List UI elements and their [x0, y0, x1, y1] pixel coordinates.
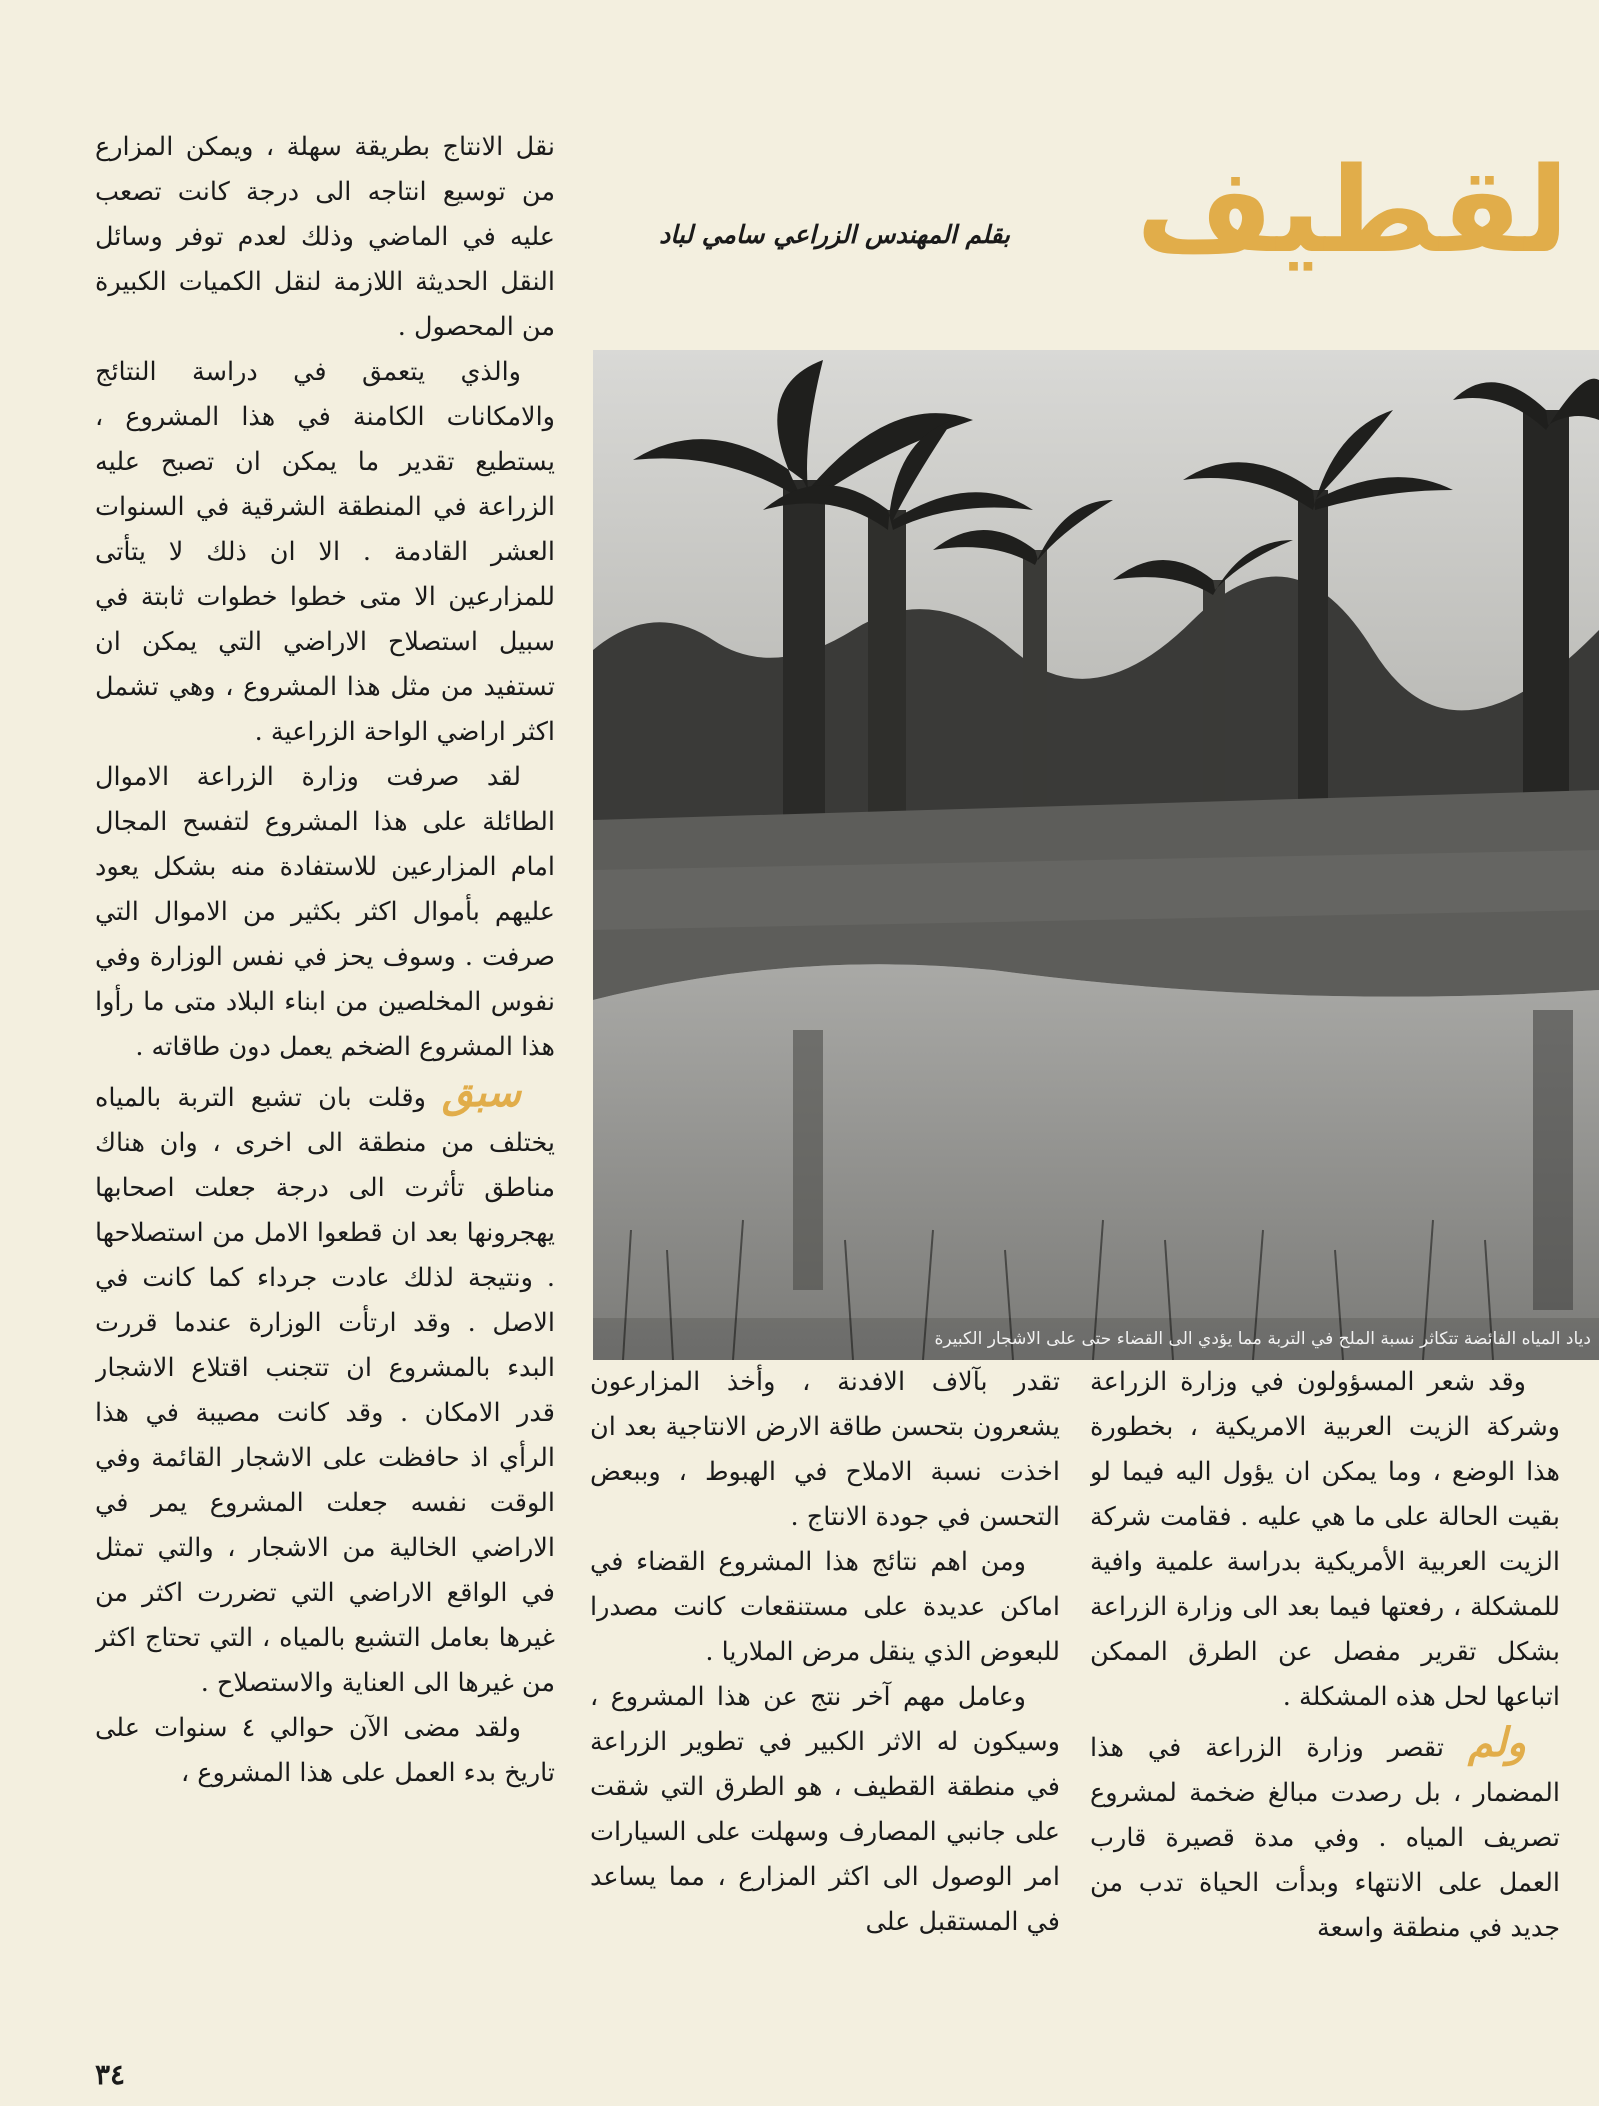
paragraph: نقل الانتاج بطريقة سهلة ، ويمكن المزارع من توسيع انتاجه الى درجة كانت تصعب عليه في الماضي وذلك لعدم توفر وسائل النقل الحديثة اللازمة لنقل الكميات الكبيرة من المحصول .	[95, 132, 555, 342]
photo-caption: دياد المياه الفائضة تتكاثر نسبة الملح في التربة مما يؤدي الى القضاء حتى على الاشجار الكبيرة	[593, 1318, 1599, 1360]
paragraph: لقد صرفت وزارة الزراعة الاموال الطائلة على هذا المشروع لتفسح المجال امام المزارعين للاستفادة منه بشكل يعود عليهم بأموال اكثر بكثير من الاموال التي صرفت . وسوف يحز في نفس الوزارة وفي نفوس المخلصين من ابناء البلاد متى ما رأوا هذا المشروع الضخم يعمل دون طاقاته .	[95, 762, 555, 1062]
section-dropcap: ولم	[1467, 1719, 1527, 1766]
text-column-middle	[590, 1360, 1060, 2080]
paragraph: ولقد مضى الآن حوالي ٤ سنوات على تاريخ بدء العمل على هذا المشروع ،	[95, 1713, 555, 1788]
paragraph: تقصر وزارة الزراعة في هذا المضمار ، بل رصدت مبالغ ضخمة لمشروع تصريف المياه . وفي مدة قصيرة قارب العمل على الانتهاء وبدأت الحياة تدب من جديد في منطقة واسعة	[1090, 1733, 1560, 1943]
paragraph: تقدر بآلاف الافدنة ، وأخذ المزارعون يشعرون بتحسن طاقة الارض الانتاجية بعد ان اخذت نسبة الاملاح في الهبوط ، وببعض التحسن في جودة الانتاج .	[590, 1367, 1060, 1532]
article-photo	[593, 350, 1599, 1360]
paragraph: وعامل مهم آخر نتج عن هذا المشروع ، وسيكون له الاثر الكبير في تطوير الزراعة في منطقة القطيف ، هو الطرق التي شقت على جانبي المصارف وسهلت على السيارات امر الوصول الى اكثر المزارع ، مما يساعد في المستقبل على	[590, 1682, 1060, 1937]
article-title: لقطيف	[1136, 141, 1569, 279]
paragraph: وقد شعر المسؤولون في وزارة الزراعة وشركة الزيت العربية الامريكية ، بخطورة هذا الوضع ، وما يمكن ان يؤول اليه فيما لو بقيت الحالة على ما هي عليه . فقامت شركة الزيت العربية الأمريكية بدراسة علمية وافية للمشكلة ، رفعتها فيما بعد الى وزارة الزراعة بشكل تقرير مفصل عن الطرق الممكن اتباعها لحل هذه المشكلة .	[1090, 1367, 1560, 1712]
page-number: ٣٤	[95, 2058, 126, 2091]
paragraph: ومن اهم نتائج هذا المشروع القضاء في اماكن عديدة على مستنقعات كانت مصدرا للبعوض الذي ينقل مرض الملاريا .	[590, 1547, 1060, 1667]
section-dropcap: سبق	[442, 1069, 521, 1116]
palm-oasis-photo	[593, 350, 1599, 1360]
text-column-right	[1090, 1360, 1560, 2080]
paragraph: والذي يتعمق في دراسة النتائج والامكانات الكامنة في هذا المشروع ، يستطيع تقدير ما يمكن ان تصبح عليه الزراعة في المنطقة الشرقية في السنوات العشر القادمة . الا ان ذلك لا يتأتى للمزارعين الا متى خطوا خطوات ثابتة في سبيل استصلاح الاراضي التي يمكن ان تستفيد من مثل هذا المشروع ، وهي تشمل اكثر اراضي الواحة الزراعية .	[95, 357, 555, 747]
paragraph: وقلت بان تشبع التربة بالمياه يختلف من منطقة الى اخرى ، وان هناك مناطق تأثرت الى درجة جعلت اصحابها يهجرونها بعد ان قطعوا الامل من استصلاحها . ونتيجة لذلك عادت جرداء كما كانت في الاصل . وقد ارتأت الوزارة عندما قررت البدء بالمشروع ان تتجنب اقتلاع الاشجار قدر الامكان . وقد كانت مصيبة في هذا الرأي اذ حافظت على الاشجار القائمة وفي الوقت نفسه جعلت المشروع يمر في الاراضي الخالية من الاشجار ، والتي تمثل في الواقع الاراضي التي تضررت اكثر من غيرها بعامل التشبع بالمياه ، التي تحتاج اكثر من غيرها الى العناية والاستصلاح .	[95, 1083, 555, 1698]
text-column-left	[95, 125, 555, 2035]
article-byline: بقلم المهندس الزراعي سامي لباد	[659, 220, 1010, 249]
